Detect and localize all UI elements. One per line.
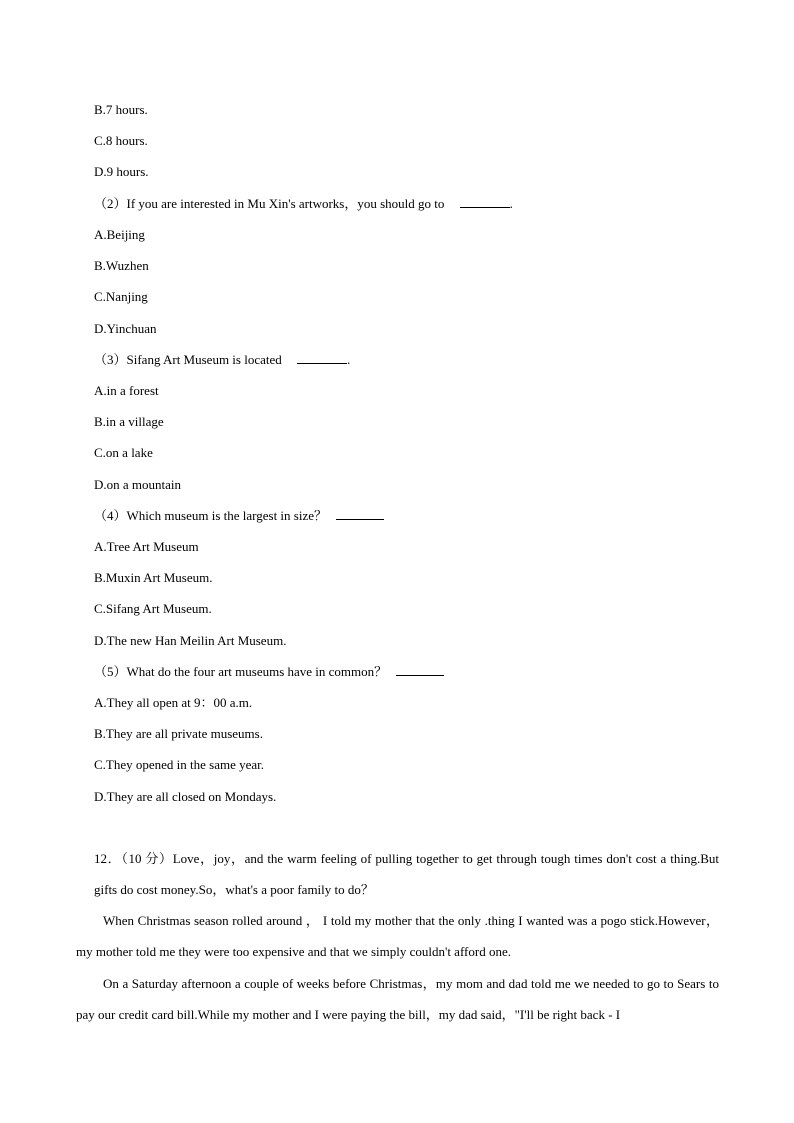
passage-paragraph-2 — [76, 968, 719, 1030]
q2-option-a: A.Beijing — [94, 227, 145, 242]
q2-option-c: C.Nanjing — [94, 289, 148, 304]
q4-option-d: D.The new Han Meilin Art Museum. — [94, 633, 287, 648]
q1-option-c: C.8 hours. — [94, 133, 148, 148]
q3-answer-blank — [297, 352, 347, 364]
q3-stem-text: （3）Sifang Art Museum is located — [94, 352, 282, 367]
passage-paragraph-1 — [76, 905, 719, 967]
q2-option-b: B.Wuzhen — [94, 258, 149, 273]
q5-option-d: D.They are all closed on Mondays. — [94, 789, 277, 804]
q2-stem-text: （2）If you are interested in Mu Xin's artworks，you should go to — [94, 196, 445, 211]
q5-option-a: A.They all open at 9：00 a.m. — [94, 695, 253, 710]
q2-stem — [94, 196, 513, 212]
passage-header — [76, 843, 719, 905]
q5-answer-blank — [396, 664, 444, 676]
q3-option-c: C.on a lake — [94, 445, 153, 460]
q2-answer-blank — [460, 196, 510, 208]
passage-paragraph-1-text: When Christmas season rolled around ， I told my mother that the only .thing I wanted was a pogo stick.However，my mother told me they were too expensive and that we simply couldn't afford one. — [76, 913, 719, 959]
passage-paragraph-2-text: On a Saturday afternoon a couple of weeks before Christmas，my mom and dad told me we needed to go to Sears to pay our credit card bill.While my mother and I were paying the bill，my dad said，"I'll be right back - I — [76, 976, 719, 1022]
q3-stem — [94, 352, 350, 368]
q3-option-a: A.in a forest — [94, 383, 159, 398]
q2-stem-end: . — [509, 196, 513, 211]
passage-header-text: 12．（10 分）Love，joy，and the warm feeling of pulling together to get through tough times don't cost a thing.But gifts do cost money.So，what's a poor family to do？ — [94, 851, 719, 897]
q2-option-d: D.Yinchuan — [94, 321, 157, 336]
q4-option-b: B.Muxin Art Museum. — [94, 570, 213, 585]
q3-option-b: B.in a village — [94, 414, 164, 429]
q4-stem — [94, 508, 384, 524]
q5-option-c: C.They opened in the same year. — [94, 757, 265, 772]
q5-stem — [94, 664, 444, 680]
q4-option-a: A.Tree Art Museum — [94, 539, 199, 554]
q1-option-b: B.7 hours. — [94, 102, 148, 117]
q4-option-c: C.Sifang Art Museum. — [94, 601, 212, 616]
q4-answer-blank — [336, 508, 384, 520]
q5-option-b: B.They are all private museums. — [94, 726, 263, 741]
q3-option-d: D.on a mountain — [94, 477, 182, 492]
q1-option-d: D.9 hours. — [94, 164, 149, 179]
q4-stem-text: （4）Which museum is the largest in size？ — [94, 508, 327, 523]
q3-stem-end: . — [347, 352, 351, 367]
q5-stem-text: （5）What do the four art museums have in common？ — [94, 664, 388, 679]
